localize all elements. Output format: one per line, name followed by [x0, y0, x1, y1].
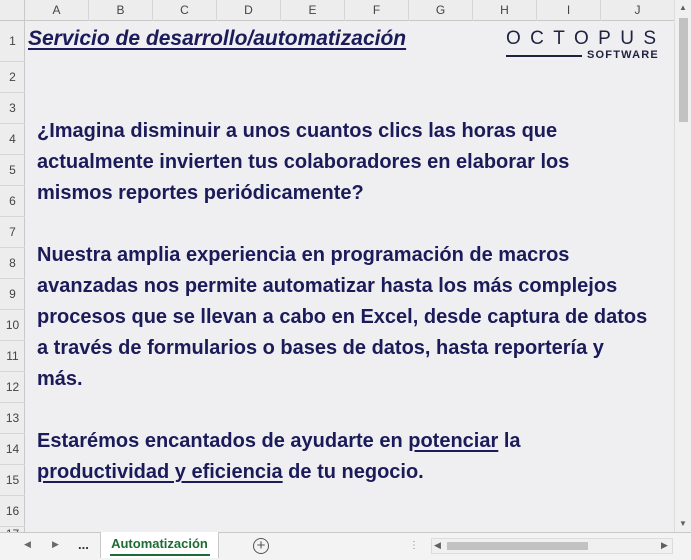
tab-automatizacion[interactable] [100, 532, 219, 558]
column-header-f[interactable]: F [345, 0, 409, 21]
closing-text: Estarémos encantados de ayudarte en [37, 430, 409, 452]
sheet-grid[interactable] [25, 21, 674, 532]
closing-text: la [498, 430, 521, 452]
column-header-i[interactable]: I [537, 0, 601, 21]
closing-line [37, 461, 424, 484]
horizontal-scrollbar[interactable] [431, 538, 673, 554]
triangle-right-icon[interactable]: ▶ [52, 539, 59, 549]
scroll-up-icon[interactable]: ▲ [679, 3, 687, 12]
paragraph-line: más. [37, 368, 83, 390]
column-header-c[interactable]: C [153, 0, 217, 21]
paragraph-line: procesos que se llevan a cabo en Excel, desde captura de datos [37, 306, 648, 328]
column-header-b[interactable]: B [89, 0, 153, 21]
column-header-a[interactable]: A [25, 0, 89, 21]
column-header-j[interactable]: J [634, 3, 641, 17]
paragraph-line: actualmente invierten tus colaboradores en elaborar los [37, 151, 570, 173]
paragraph-line: ¿Imagina disminuir a unos cuantos clics las horas que [37, 120, 558, 142]
scroll-left-icon[interactable]: ◀ [434, 540, 441, 550]
scroll-down-icon[interactable]: ▼ [679, 519, 687, 528]
column-header-h[interactable]: H [473, 0, 537, 21]
row-header[interactable]: 1 [0, 21, 25, 62]
closing-line [37, 430, 521, 453]
paragraph-line: avanzadas nos permite automatizar hasta los más complejos [37, 275, 618, 297]
row-header[interactable]: 2 [0, 62, 25, 93]
row-header[interactable]: 11 [0, 341, 25, 372]
octopus-logo [506, 28, 666, 64]
row-header[interactable]: 16 [0, 496, 25, 527]
vertical-scrollbar[interactable] [674, 0, 691, 532]
row-header[interactable]: 4 [0, 124, 25, 155]
more-sheets-button[interactable]: ... [78, 537, 89, 552]
row-header[interactable]: 10 [0, 310, 25, 341]
tab-split-handle[interactable]: ⋮ [409, 540, 420, 551]
underlined-phrase: potenciar [408, 430, 499, 452]
logo-wordmark: OCTOPUS [506, 28, 666, 49]
paragraph-line: a través de formularios o bases de datos, hasta reportería y [37, 337, 604, 359]
row-header[interactable]: 15 [0, 465, 25, 496]
row-header[interactable]: 14 [0, 434, 25, 465]
select-all-corner[interactable] [0, 0, 25, 21]
vertical-scroll-thumb[interactable] [679, 18, 688, 122]
row-header[interactable]: 12 [0, 372, 25, 403]
row-header[interactable]: 3 [0, 93, 25, 124]
row-header-bar [0, 21, 25, 532]
paragraph-line: mismos reportes periódicamente? [37, 182, 364, 204]
active-tab-indicator [110, 554, 210, 556]
row-header[interactable]: 7 [0, 217, 25, 248]
column-header-g[interactable]: G [409, 0, 473, 21]
triangle-left-icon[interactable]: ◀ [24, 539, 31, 549]
column-header-d[interactable]: D [217, 0, 281, 21]
row-header[interactable]: 5 [0, 155, 25, 186]
sheet-tab-bar [0, 532, 691, 560]
row-header[interactable]: 9 [0, 279, 25, 310]
page-title: Servicio de desarrollo/automatización [28, 27, 407, 50]
paragraph-line: Nuestra amplia experiencia en programación de macros [37, 244, 570, 266]
closing-text: de tu negocio. [282, 461, 424, 483]
scroll-right-icon[interactable]: ▶ [661, 540, 668, 550]
row-header[interactable]: 13 [0, 403, 25, 434]
plus-circle-icon[interactable]: + [253, 538, 269, 554]
logo-rule [506, 55, 582, 57]
underlined-phrase: productividad y eficiencia [37, 461, 283, 483]
tab-label: Automatización [111, 536, 208, 551]
row-header[interactable]: 6 [0, 186, 25, 217]
horizontal-scroll-thumb[interactable] [447, 542, 588, 550]
column-header-e[interactable]: E [281, 0, 345, 21]
column-header-bar [0, 0, 674, 21]
row-header[interactable]: 8 [0, 248, 25, 279]
logo-subtitle: SOFTWARE [587, 49, 659, 61]
